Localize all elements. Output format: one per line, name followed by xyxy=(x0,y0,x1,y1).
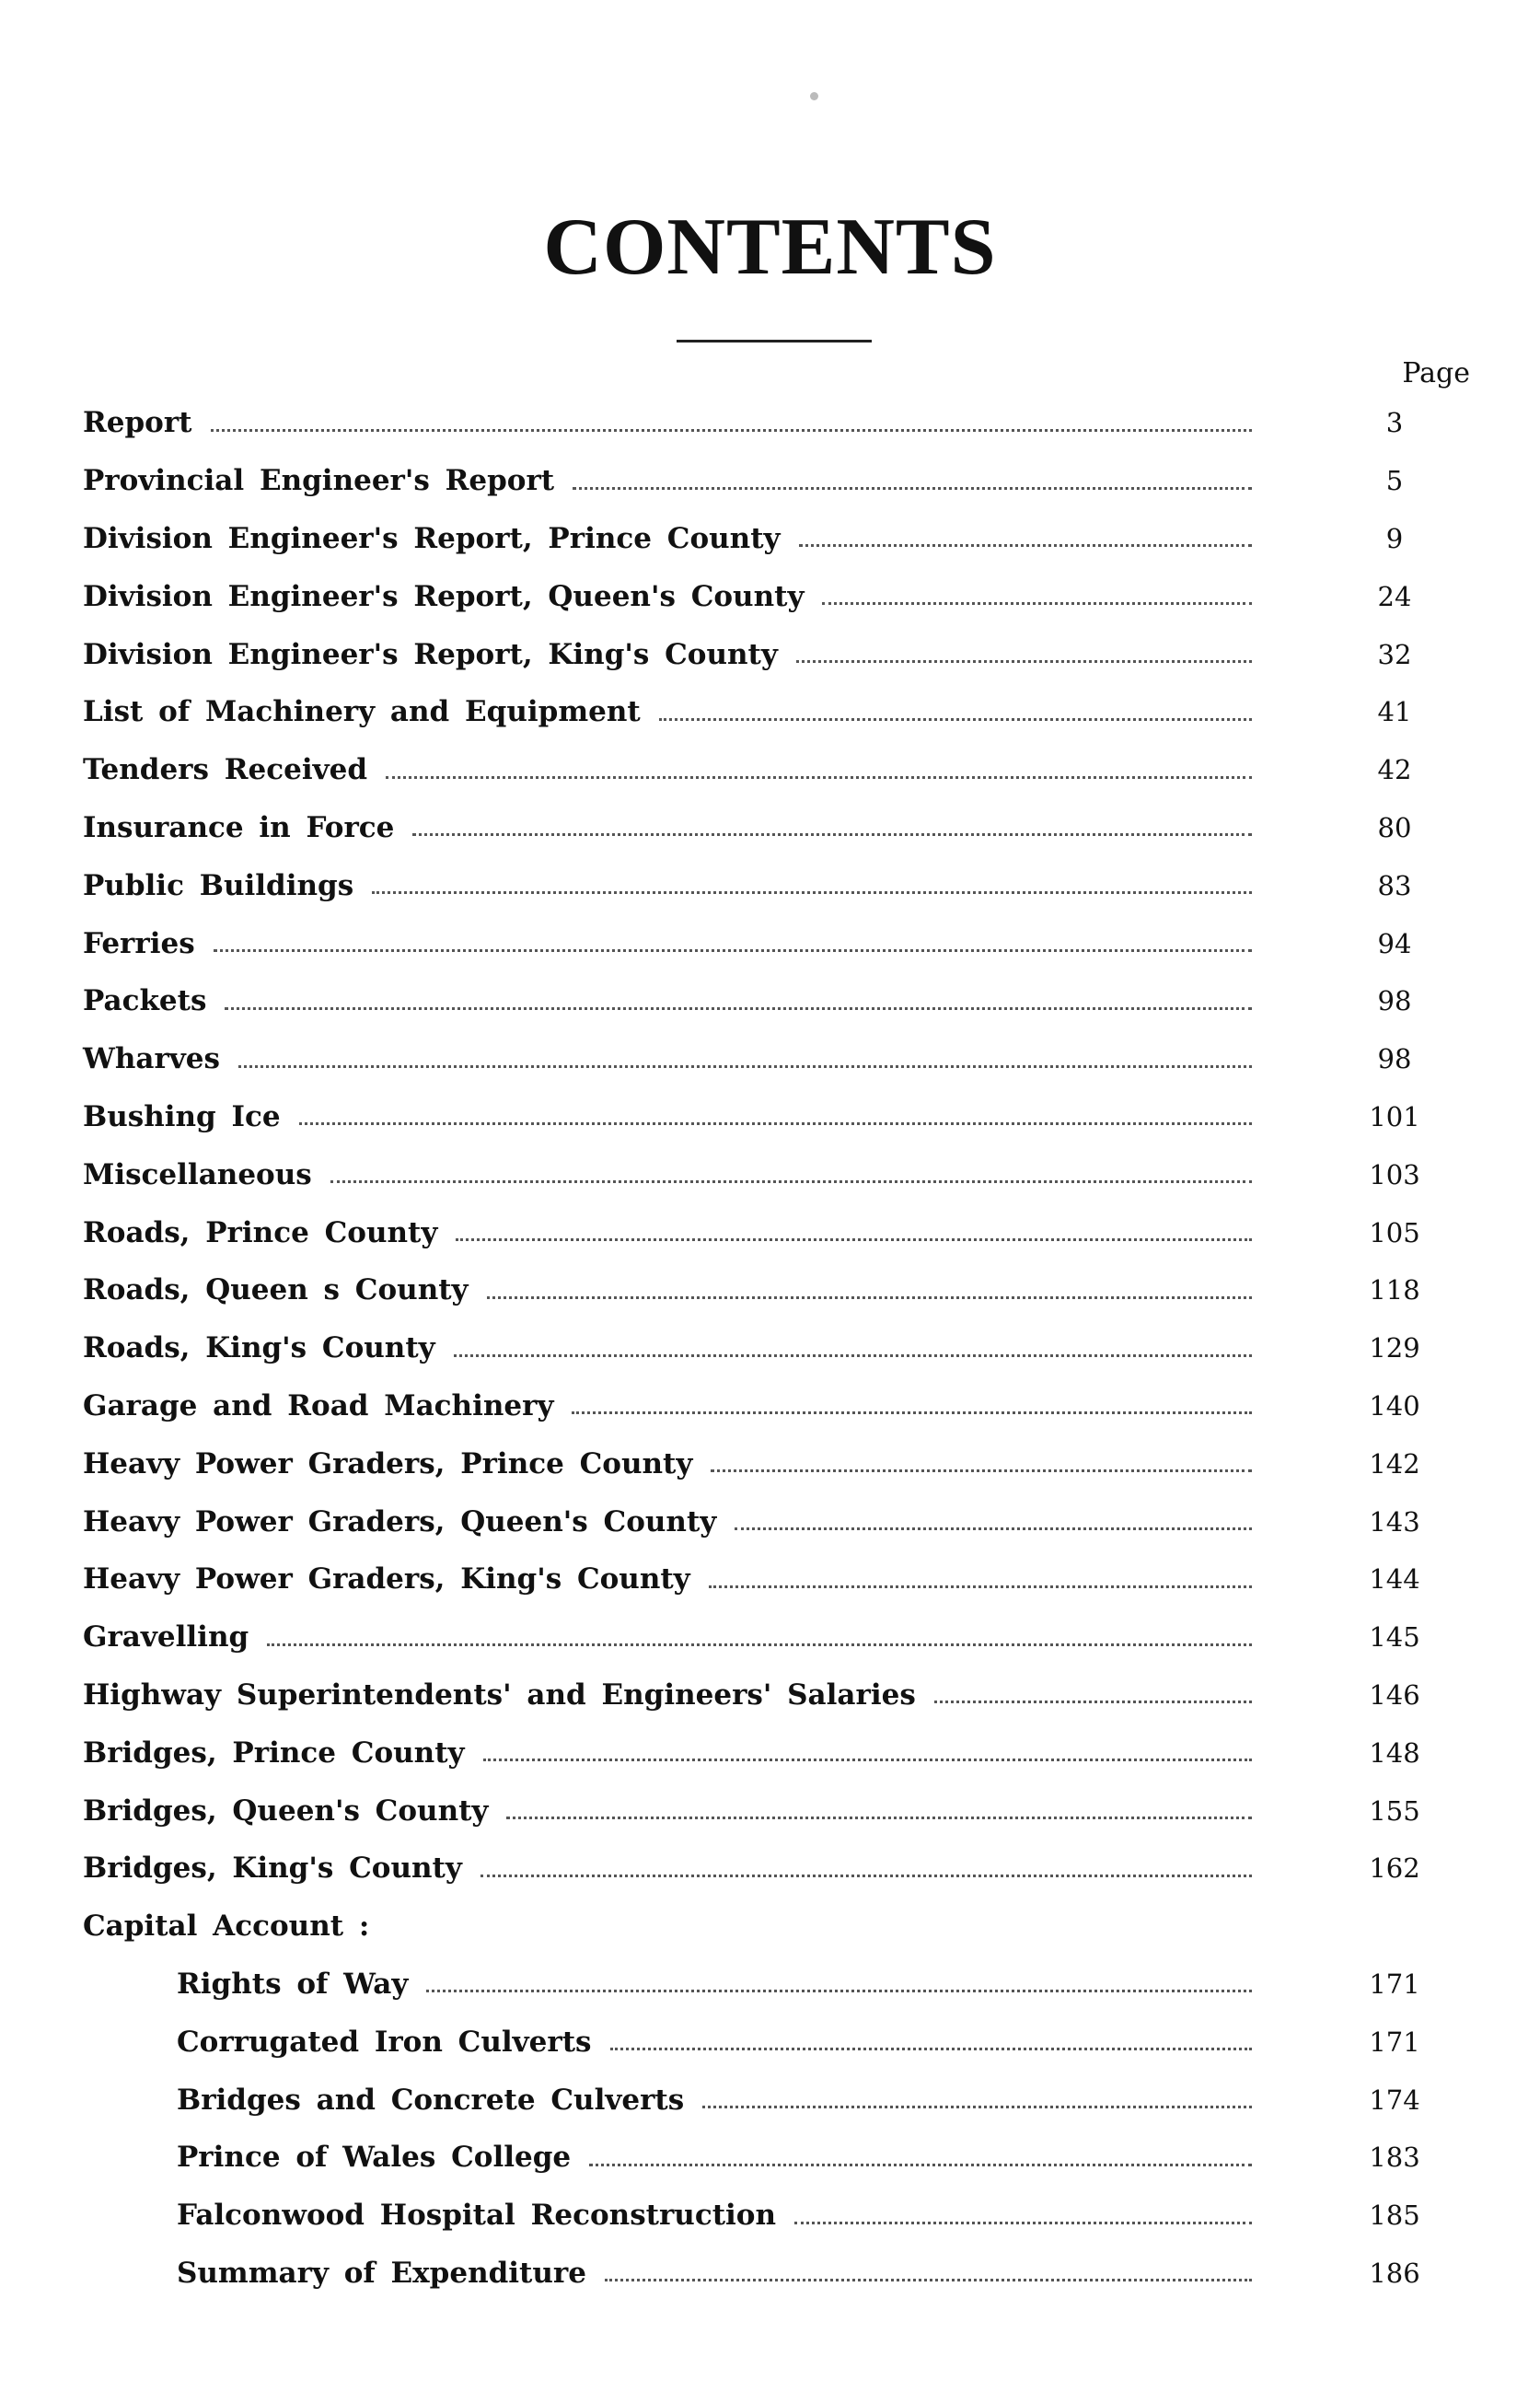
dot-leader xyxy=(702,2106,1252,2108)
toc-entry-title: Roads, Queen s County xyxy=(83,1273,469,1307)
toc-entry-title: Insurance in Force xyxy=(83,810,395,844)
toc-entry-page-number: 144 xyxy=(1369,1563,1420,1596)
toc-entry-title: Division Engineer's Report, Queen's County xyxy=(83,579,805,613)
dot-leader xyxy=(573,487,1252,490)
toc-entry-page-number: 9 xyxy=(1385,522,1404,554)
dot-leader-area xyxy=(367,769,1353,772)
dot-leader-area xyxy=(408,1982,1353,1985)
toc-entry-title: Garage and Road Machinery xyxy=(83,1388,554,1422)
dot-leader xyxy=(238,1065,1252,1068)
page-column-heading: Page xyxy=(1402,357,1470,389)
page-title: CONTENTS xyxy=(543,203,997,292)
dot-leader xyxy=(799,544,1252,547)
dot-leader-area xyxy=(684,2098,1353,2101)
dot-leader xyxy=(659,718,1252,721)
toc-entry-page-number: 94 xyxy=(1377,927,1412,959)
dot-leader-area xyxy=(195,942,1353,945)
toc-entry xyxy=(83,741,1436,799)
toc-entry xyxy=(83,1030,1436,1088)
toc-entry-title: Roads, King's County xyxy=(83,1331,435,1365)
toc-entry-page-number: 140 xyxy=(1369,1389,1420,1422)
toc-entry-title: Division Engineer's Report, King's County xyxy=(83,637,778,671)
dot-leader-area xyxy=(916,1693,1353,1696)
toc-entry-title: Corrugated Iron Culverts xyxy=(177,2025,592,2059)
toc-entry xyxy=(83,1203,1436,1261)
dot-leader xyxy=(709,1585,1252,1588)
toc-entry xyxy=(83,1377,1436,1435)
toc-entry-title: Roads, Prince County xyxy=(83,1215,438,1249)
toc-entry xyxy=(83,972,1436,1030)
toc-entry-title: Prince of Wales College xyxy=(177,2141,572,2175)
dot-leader xyxy=(211,429,1253,432)
dot-leader xyxy=(267,1643,1252,1646)
toc-entry xyxy=(83,1434,1436,1492)
dot-leader-area xyxy=(692,1462,1353,1465)
dot-leader-area xyxy=(690,1578,1353,1581)
dot-leader xyxy=(456,1238,1252,1241)
capital-account-heading: Capital Account : xyxy=(83,1910,370,1944)
toc-entry-page-number: 41 xyxy=(1377,696,1412,728)
toc-entry-page-number: 171 xyxy=(1369,2026,1420,2058)
title-divider xyxy=(677,340,872,342)
toc-entry xyxy=(83,1492,1436,1550)
toc-entry-page-number: 42 xyxy=(1377,754,1412,786)
toc-entry xyxy=(83,1666,1436,1724)
dot-leader xyxy=(711,1469,1252,1472)
toc-entry-title: Falconwood Hospital Reconstruction xyxy=(177,2199,777,2233)
dot-leader-area xyxy=(394,826,1353,829)
toc-entry-page-number: 5 xyxy=(1385,465,1404,497)
dot-leader xyxy=(372,891,1252,894)
toc-entry xyxy=(83,1956,1436,2014)
toc-entry-title: Bridges, Queen's County xyxy=(83,1794,489,1828)
toc-entry xyxy=(83,510,1436,568)
dot-leader-area xyxy=(571,2156,1353,2159)
toc-entry-title: Division Engineer's Report, Prince County xyxy=(83,521,781,555)
toc-entry-page-number: 32 xyxy=(1377,638,1412,670)
toc-entry-title: Heavy Power Graders, Queen's County xyxy=(83,1504,717,1538)
toc-entry-page-number: 186 xyxy=(1369,2257,1420,2289)
toc-entry xyxy=(83,914,1436,972)
toc-entry xyxy=(83,1261,1436,1319)
toc-entry-page-number: 3 xyxy=(1385,407,1404,439)
toc-entry-page-number: 183 xyxy=(1369,2142,1420,2174)
toc-entry xyxy=(83,394,1436,452)
dot-leader-area xyxy=(353,884,1353,887)
toc-entry-page-number: 185 xyxy=(1369,2200,1420,2232)
toc-entry xyxy=(83,2071,1436,2129)
toc-entry xyxy=(83,799,1436,857)
dot-leader xyxy=(481,1875,1252,1877)
dot-leader-area xyxy=(281,1115,1353,1118)
toc-entry-page-number: 162 xyxy=(1369,1852,1420,1885)
dot-leader-area xyxy=(465,1751,1353,1754)
toc-entry xyxy=(83,567,1436,625)
toc-entry xyxy=(83,683,1436,741)
toc-entry-title: Report xyxy=(83,406,192,440)
dot-leader-area xyxy=(469,1289,1353,1292)
toc-entry-page-number: 148 xyxy=(1369,1736,1420,1769)
toc-entry xyxy=(83,1319,1436,1377)
toc-entry-title: List of Machinery and Equipment xyxy=(83,695,641,729)
dot-leader xyxy=(426,1990,1252,1992)
dot-leader-area xyxy=(220,1058,1353,1061)
dot-leader xyxy=(214,949,1252,952)
dot-leader xyxy=(605,2279,1252,2281)
dot-leader xyxy=(934,1701,1252,1703)
toc-section-heading xyxy=(83,1898,1436,1956)
toc-entry-title: Bridges and Concrete Culverts xyxy=(177,2083,685,2117)
dot-leader xyxy=(330,1180,1252,1183)
dot-leader xyxy=(225,1007,1252,1010)
toc-entry-page-number: 101 xyxy=(1369,1100,1420,1132)
toc-entry-title: Highway Superintendents' and Engineers' Salaries xyxy=(83,1677,916,1712)
dot-leader-area xyxy=(776,2214,1353,2217)
dot-leader xyxy=(299,1122,1252,1125)
dot-leader xyxy=(454,1354,1252,1357)
toc-entry-title: Bridges, King's County xyxy=(83,1852,462,1886)
toc-entry xyxy=(83,625,1436,683)
toc-entry-page-number: 155 xyxy=(1369,1794,1420,1827)
dot-leader-area xyxy=(778,653,1353,656)
toc-entry-title: Rights of Way xyxy=(177,1967,409,2001)
toc-entry xyxy=(83,1782,1436,1840)
toc-entry xyxy=(83,2013,1436,2071)
dot-leader-area xyxy=(592,2040,1354,2043)
dot-leader xyxy=(487,1296,1252,1299)
toc-entry-title: Heavy Power Graders, King's County xyxy=(83,1562,690,1596)
dot-leader xyxy=(735,1527,1252,1530)
toc-entry xyxy=(83,1608,1436,1666)
dot-leader-area xyxy=(804,595,1353,598)
toc-entry-title: Bushing Ice xyxy=(83,1099,281,1133)
toc-entry-page-number: 83 xyxy=(1377,869,1412,901)
toc-entry xyxy=(83,1550,1436,1608)
dot-leader xyxy=(822,602,1252,605)
toc-entry-page-number: 98 xyxy=(1377,985,1412,1017)
toc-entry-page-number: 129 xyxy=(1369,1332,1420,1364)
toc-entry-title: Provincial Engineer's Report xyxy=(83,464,555,498)
toc-entry xyxy=(83,1145,1436,1203)
toc-entry-page-number: 143 xyxy=(1369,1505,1420,1538)
dot-leader-area xyxy=(641,711,1353,714)
toc-entry xyxy=(83,2129,1436,2187)
toc-entry-page-number: 24 xyxy=(1377,580,1412,612)
dot-leader-area xyxy=(586,2271,1353,2274)
toc-entry-page-number: 105 xyxy=(1369,1216,1420,1248)
toc-entry-page-number: 146 xyxy=(1369,1678,1420,1711)
toc-entry-title: Public Buildings xyxy=(83,868,354,902)
toc-entry-page-number: 174 xyxy=(1369,2084,1420,2116)
toc-entry-page-number: 171 xyxy=(1369,1968,1420,2000)
dot-leader-area xyxy=(192,422,1354,424)
dot-leader xyxy=(589,2164,1252,2166)
dot-leader-area xyxy=(206,1000,1353,1003)
dot-leader xyxy=(796,660,1252,663)
toc-entry-page-number: 118 xyxy=(1369,1274,1420,1306)
dot-leader-area xyxy=(781,537,1353,540)
dot-leader-area xyxy=(716,1520,1353,1523)
dot-leader-area xyxy=(312,1173,1353,1176)
dot-leader xyxy=(506,1817,1252,1819)
toc-entry xyxy=(83,2245,1436,2303)
toc-entry-title: Miscellaneous xyxy=(83,1157,312,1191)
toc-entry-page-number: 80 xyxy=(1377,811,1412,843)
toc-entry-title: Wharves xyxy=(83,1042,220,1076)
toc-entry xyxy=(83,856,1436,914)
table-of-contents xyxy=(83,394,1436,2302)
toc-entry xyxy=(83,1724,1436,1782)
dot-leader xyxy=(572,1411,1252,1414)
dot-leader-area xyxy=(488,1809,1353,1812)
dot-leader-area xyxy=(553,1404,1353,1407)
dot-leader xyxy=(386,776,1252,779)
toc-entry-page-number: 98 xyxy=(1377,1043,1412,1075)
dot-leader xyxy=(412,833,1252,836)
toc-entry-page-number: 103 xyxy=(1369,1158,1420,1190)
toc-entry xyxy=(83,2187,1436,2245)
speck-mark xyxy=(810,92,818,100)
toc-entry-title: Ferries xyxy=(83,926,195,960)
dot-leader-area xyxy=(437,1231,1353,1234)
toc-entry-title: Packets xyxy=(83,984,207,1018)
dot-leader-area xyxy=(554,480,1353,482)
dot-leader xyxy=(794,2222,1252,2224)
dot-leader-area xyxy=(462,1867,1353,1870)
dot-leader-area xyxy=(249,1636,1353,1639)
toc-entry-title: Tenders Received xyxy=(83,753,368,787)
toc-entry-title: Gravelling xyxy=(83,1620,249,1654)
toc-entry-page-number: 145 xyxy=(1369,1621,1420,1654)
toc-entry-title: Summary of Expenditure xyxy=(177,2256,586,2290)
toc-entry-title: Heavy Power Graders, Prince County xyxy=(83,1446,693,1480)
dot-leader xyxy=(483,1759,1252,1761)
toc-entry xyxy=(83,452,1436,510)
toc-entry xyxy=(83,1840,1436,1898)
dot-leader xyxy=(610,2048,1253,2050)
toc-entry-page-number: 142 xyxy=(1369,1447,1420,1480)
toc-entry-title: Bridges, Prince County xyxy=(83,1736,465,1770)
toc-entry xyxy=(83,1088,1436,1146)
dot-leader-area xyxy=(435,1347,1353,1350)
